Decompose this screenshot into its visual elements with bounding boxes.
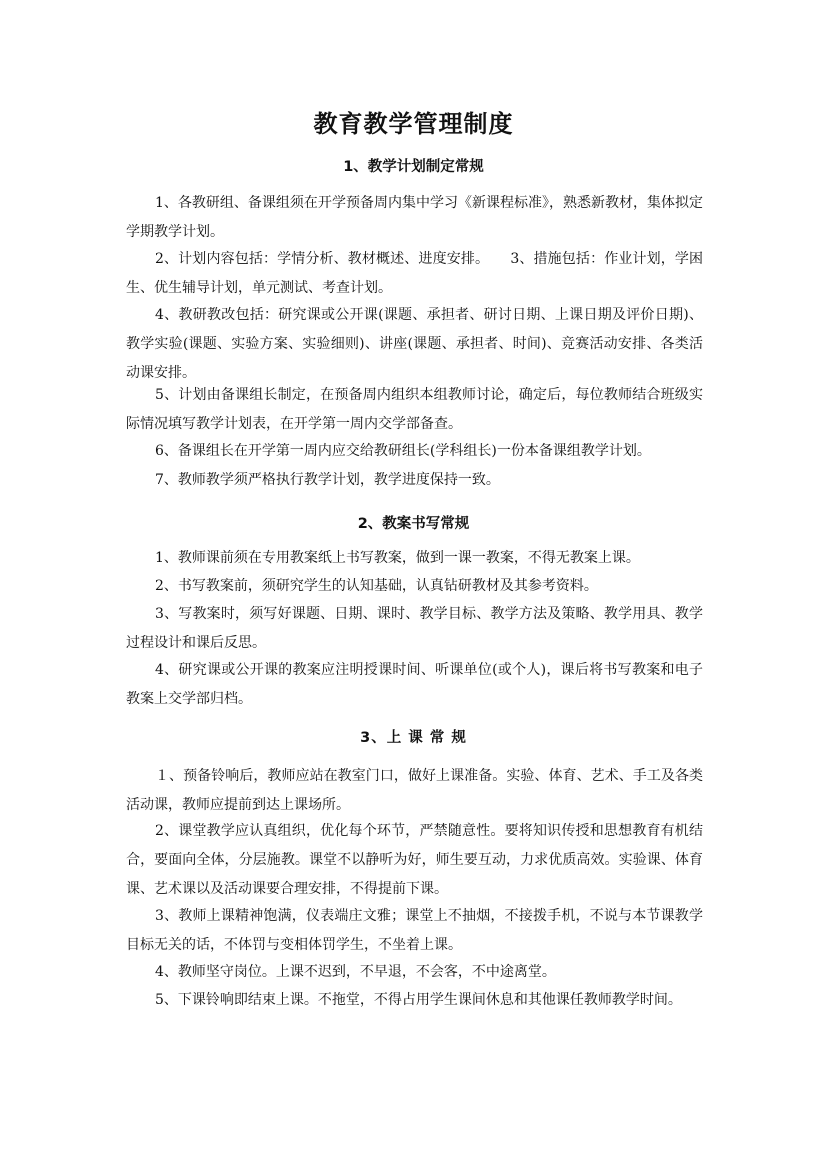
section-heading: 1、教学计划制定常规	[343, 159, 484, 175]
paragraph: 4、教师坚守岗位。上课不迟到，不早退，不会客，不中途离堂。	[155, 964, 556, 980]
paragraph: 1、教师课前须在专用教案纸上书写教案，做到一课一教案，不得无教案上课。	[155, 550, 640, 566]
paragraph: 6、备课组长在开学第一周内应交给教研组长(学科组长)一份本备课组教学计划。	[155, 443, 651, 459]
paragraph: 1、各教研组、备课组须在开学预备周内集中学习《新课程标准》，熟悉新教材，集体拟定学期教学计划。	[126, 195, 703, 240]
paragraph: 5、计划由备课组长制定，在预备周内组织本组教师讨论，确定后，每位教师结合班级实际情况填写教学计划表，在开学第一周内交学部备查。	[126, 387, 703, 432]
paragraph: 4、研究课或公开课的教案应注明授课时间、听课单位(或个人)，课后将书写教案和电子教案上交学部归档。	[126, 662, 703, 707]
paragraph: 3、教师上课精神饱满，仪表端庄文雅；课堂上不抽烟，不接拨手机，不说与本节课教学目标无关的话，不体罚与变相体罚学生，不坐着上课。	[126, 908, 703, 953]
section-heading: 2、教案书写常规	[357, 516, 470, 532]
paragraph: 2、计划内容包括：学情分析、教材概述、进度安排。 3、措施包括：作业计划，学困生、优生辅导计划，单元测试、考查计划。	[126, 251, 703, 296]
document-title: 教育教学管理制度	[313, 110, 514, 138]
paragraph: 2、书写教案前，须研究学生的认知基础，认真钻研教材及其参考资料。	[155, 578, 598, 594]
paragraph: １、预备铃响后，教师应站在教室门口，做好上课准备。实验、体育、艺术、手工及各类活动课，教师应提前到达上课场所。	[126, 768, 703, 813]
paragraph: 4、教研教改包括：研究课或公开课(课题、承担者、研讨日期、上课日期及评价日期)、教学实验(课题、实验方案、实验细则)、讲座(课题、承担者、时间)、竞赛活动安排、各类活动课安排。	[126, 307, 703, 381]
paragraph: 7、教师教学须严格执行教学计划，教学进度保持一致。	[155, 472, 500, 488]
paragraph: 3、写教案时，须写好课题、日期、课时、教学目标、教学方法及策略、教学用具、教学过程设计和课后反思。	[126, 606, 703, 651]
paragraph: 5、下课铃响即结束上课。不拖堂，不得占用学生课间休息和其他课任教师教学时间。	[155, 992, 682, 1008]
paragraph: 2、课堂教学应认真组织，优化每个环节，严禁随意性。要将知识传授和思想教育有机结合，要面向全体，分层施教。课堂不以静听为好，师生要互动，力求优质高效。实验课、体育课、艺术课以及活动课要合理安排，不得提前下课。	[126, 823, 703, 897]
section-heading: 3、上 课 常 规	[360, 730, 467, 746]
